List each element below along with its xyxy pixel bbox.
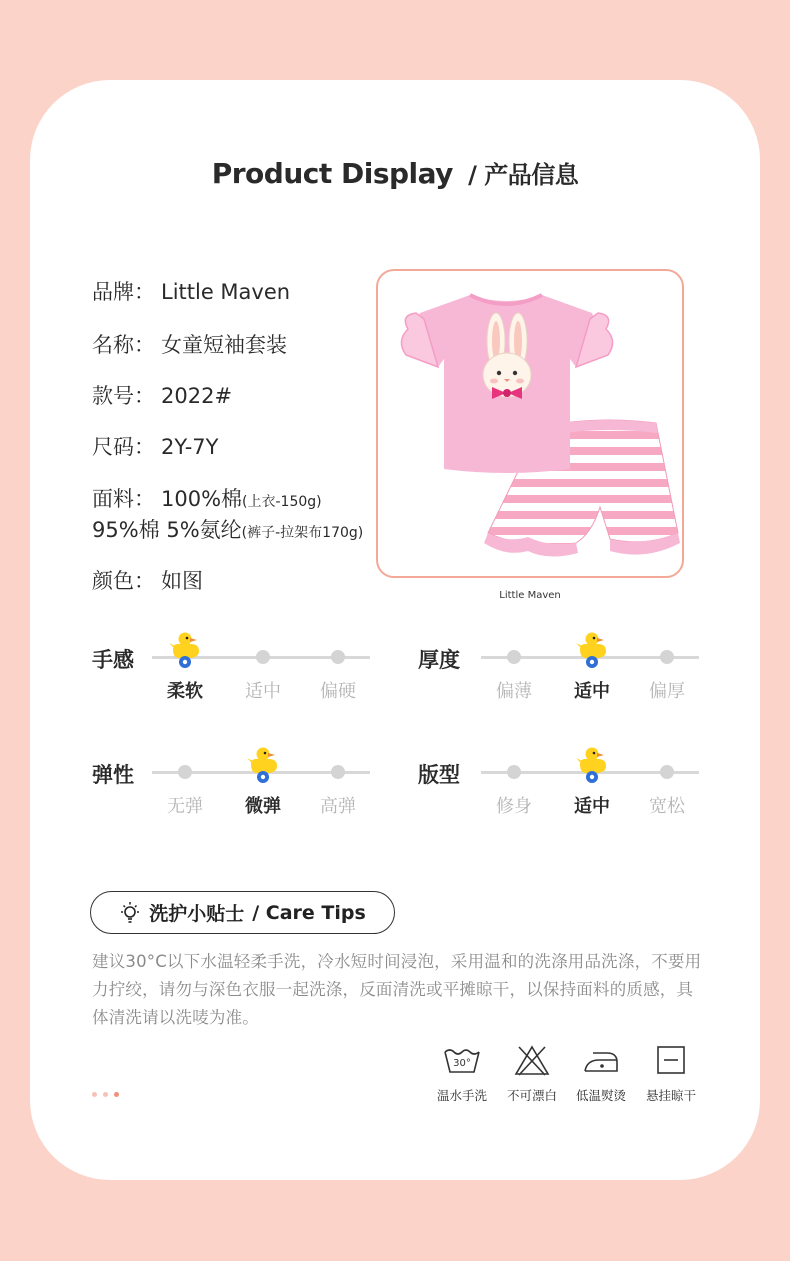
title-chinese: / 产品信息 bbox=[468, 161, 579, 189]
care-tips-pill bbox=[90, 891, 395, 934]
care-item-hang-dry: 悬挂晾干 bbox=[640, 1044, 702, 1104]
scale-dot bbox=[507, 765, 521, 779]
scale-option: 适中 bbox=[574, 796, 610, 817]
hang-dry-icon bbox=[651, 1044, 691, 1076]
photo-caption: Little Maven bbox=[499, 590, 561, 601]
scale-dot bbox=[507, 650, 521, 664]
scale-label: 手感 bbox=[92, 648, 134, 672]
care-item-wash: 30° 温水手洗 bbox=[432, 1044, 492, 1104]
scale-dot bbox=[256, 650, 270, 664]
scale-option: 修身 bbox=[496, 796, 532, 817]
scale-label: 版型 bbox=[418, 763, 460, 787]
scale-option: 偏硬 bbox=[320, 681, 356, 702]
scale-dot bbox=[660, 765, 674, 779]
svg-text:30°: 30° bbox=[453, 1058, 471, 1069]
scale-dot bbox=[331, 765, 345, 779]
page-dot bbox=[92, 1092, 97, 1097]
care-tips-text: 建议30°C以下水温轻柔手洗，冷水短时间浸泡，采用温和的洗涤用品洗涤，不要用力拧绞，请勿与深色衣服一起洗涤，反面清洗或平摊晾干，以保持面料的质感，具体清洗请以洗唛为准。 bbox=[92, 952, 702, 1027]
iron-low-icon bbox=[581, 1044, 621, 1076]
care-item-bleach: 不可漂白 bbox=[502, 1044, 562, 1104]
scale-option: 柔软 bbox=[167, 681, 203, 702]
outfit-illustration bbox=[378, 271, 684, 578]
wash-30-icon bbox=[442, 1044, 482, 1076]
care-tips-title-zh: 洗护小贴士 bbox=[149, 903, 245, 925]
scale-dot bbox=[660, 650, 674, 664]
page-dot bbox=[103, 1092, 108, 1097]
scale-option: 适中 bbox=[245, 681, 281, 702]
product-photo bbox=[376, 269, 684, 578]
info-fabric-line2: 95%棉 5%氨纶(裤子-拉架布170g) bbox=[92, 518, 364, 542]
care-tips-title-en: / Care Tips bbox=[252, 901, 366, 924]
scale-option: 微弹 bbox=[245, 796, 281, 817]
title-english: Product Display bbox=[211, 157, 453, 190]
info-brand: 品牌： Little Maven bbox=[92, 280, 291, 304]
info-fabric-line1: 面料： 100%棉(上衣-150g) bbox=[92, 487, 322, 511]
scale-option: 偏厚 bbox=[649, 681, 685, 702]
scale-option: 偏薄 bbox=[496, 681, 532, 702]
page-dot-active bbox=[114, 1092, 119, 1097]
scale-option: 高弹 bbox=[320, 796, 356, 817]
scale-label: 弹性 bbox=[92, 763, 134, 787]
scale-dot bbox=[178, 765, 192, 779]
scale-option: 适中 bbox=[574, 681, 610, 702]
info-color: 颜色： 如图 bbox=[92, 569, 203, 593]
care-item-iron: 低温熨烫 bbox=[570, 1044, 632, 1104]
duck-marker-icon bbox=[245, 746, 285, 786]
scale-option: 宽松 bbox=[649, 796, 685, 817]
duck-marker-icon bbox=[574, 746, 614, 786]
no-bleach-icon bbox=[512, 1044, 552, 1076]
duck-marker-icon bbox=[574, 631, 614, 671]
scale-option: 无弹 bbox=[167, 796, 203, 817]
page-title bbox=[0, 155, 790, 190]
page-indicator bbox=[92, 1092, 119, 1097]
info-name: 名称： 女童短袖套装 bbox=[92, 333, 287, 357]
scale-dot bbox=[331, 650, 345, 664]
duck-marker-icon bbox=[167, 631, 207, 671]
lightbulb-icon bbox=[119, 901, 141, 925]
info-size: 尺码： 2Y-7Y bbox=[92, 435, 219, 459]
scale-label: 厚度 bbox=[418, 648, 460, 672]
info-style-number: 款号： 2022# bbox=[92, 384, 233, 408]
